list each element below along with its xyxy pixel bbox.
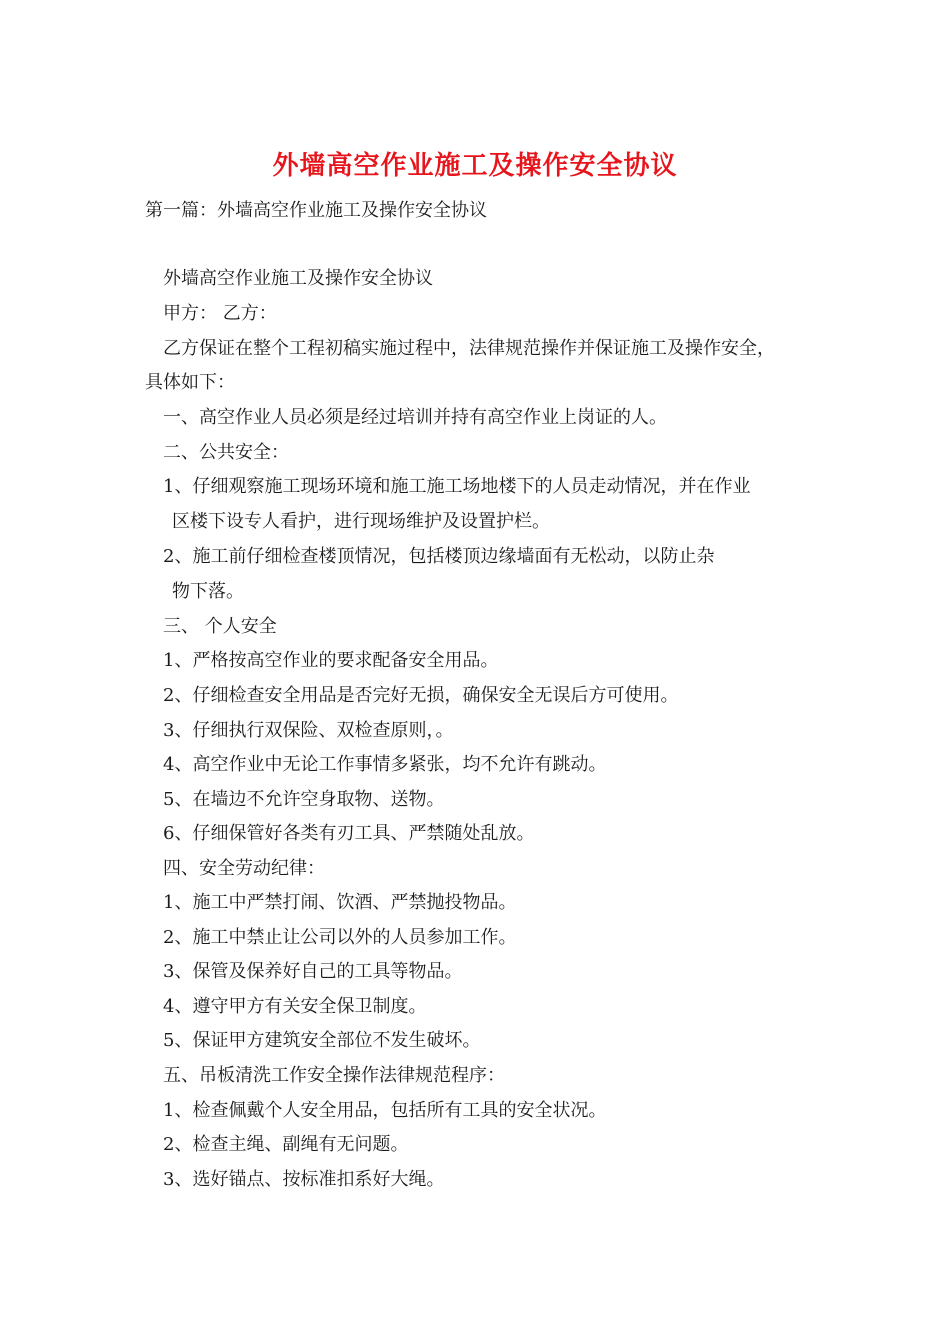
list-item: 1、检查佩戴个人安全用品，包括所有工具的安全状况。 [163, 1100, 607, 1121]
chapter-heading: 第一篇：外墙高空作业施工及操作安全协议 [145, 200, 487, 221]
list-item-continuation: 物下落。 [172, 581, 244, 602]
clause-heading: 三、 个人安全 [163, 616, 277, 637]
list-item: 4、高空作业中无论工作事情多紧张，均不允许有跳动。 [163, 754, 607, 775]
list-item: 5、在墙边不允许空身取物、送物。 [163, 789, 445, 810]
list-item: 1、仔细观察施工现场环境和施工施工场地楼下的人员走动情况，并在作业 [163, 476, 751, 497]
list-item: 3、选好锚点、按标准扣系好大绳。 [163, 1169, 445, 1190]
paragraph-line: 乙方保证在整个工程初稿实施过程中，法律规范操作并保证施工及操作安全， [163, 338, 775, 359]
parties-line: 甲方： 乙方： [163, 303, 277, 324]
list-item: 3、仔细执行双保险、双检查原则，。 [163, 720, 454, 741]
list-item: 2、施工中禁止让公司以外的人员参加工作。 [163, 927, 517, 948]
list-item: 1、施工中严禁打闹、饮酒、严禁抛投物品。 [163, 892, 517, 913]
list-item: 2、施工前仔细检查楼顶情况，包括楼顶边缘墙面有无松动，以防止杂 [163, 546, 715, 567]
section-title: 外墙高空作业施工及操作安全协议 [163, 268, 433, 289]
clause-heading: 一、高空作业人员必须是经过培训并持有高空作业上岗证的人。 [163, 407, 667, 428]
list-item: 5、保证甲方建筑安全部位不发生破坏。 [163, 1030, 481, 1051]
clause-heading: 四、安全劳动纪律： [163, 858, 325, 879]
list-item: 6、仔细保管好各类有刃工具、严禁随处乱放。 [163, 823, 535, 844]
clause-heading: 五、吊板清洗工作安全操作法律规范程序： [163, 1065, 505, 1086]
list-item: 1、严格按高空作业的要求配备安全用品。 [163, 650, 499, 671]
paragraph-line: 具体如下： [145, 372, 235, 393]
list-item: 2、检查主绳、副绳有无问题。 [163, 1134, 409, 1155]
list-item: 2、仔细检查安全用品是否完好无损，确保安全无误后方可使用。 [163, 685, 679, 706]
list-item-continuation: 区楼下设专人看护，进行现场维护及设置护栏。 [172, 511, 550, 532]
document-title: 外墙高空作业施工及操作安全协议 [272, 151, 678, 181]
clause-heading: 二、公共安全： [163, 442, 289, 463]
list-item: 4、遵守甲方有关安全保卫制度。 [163, 996, 427, 1017]
list-item: 3、保管及保养好自己的工具等物品。 [163, 961, 463, 982]
